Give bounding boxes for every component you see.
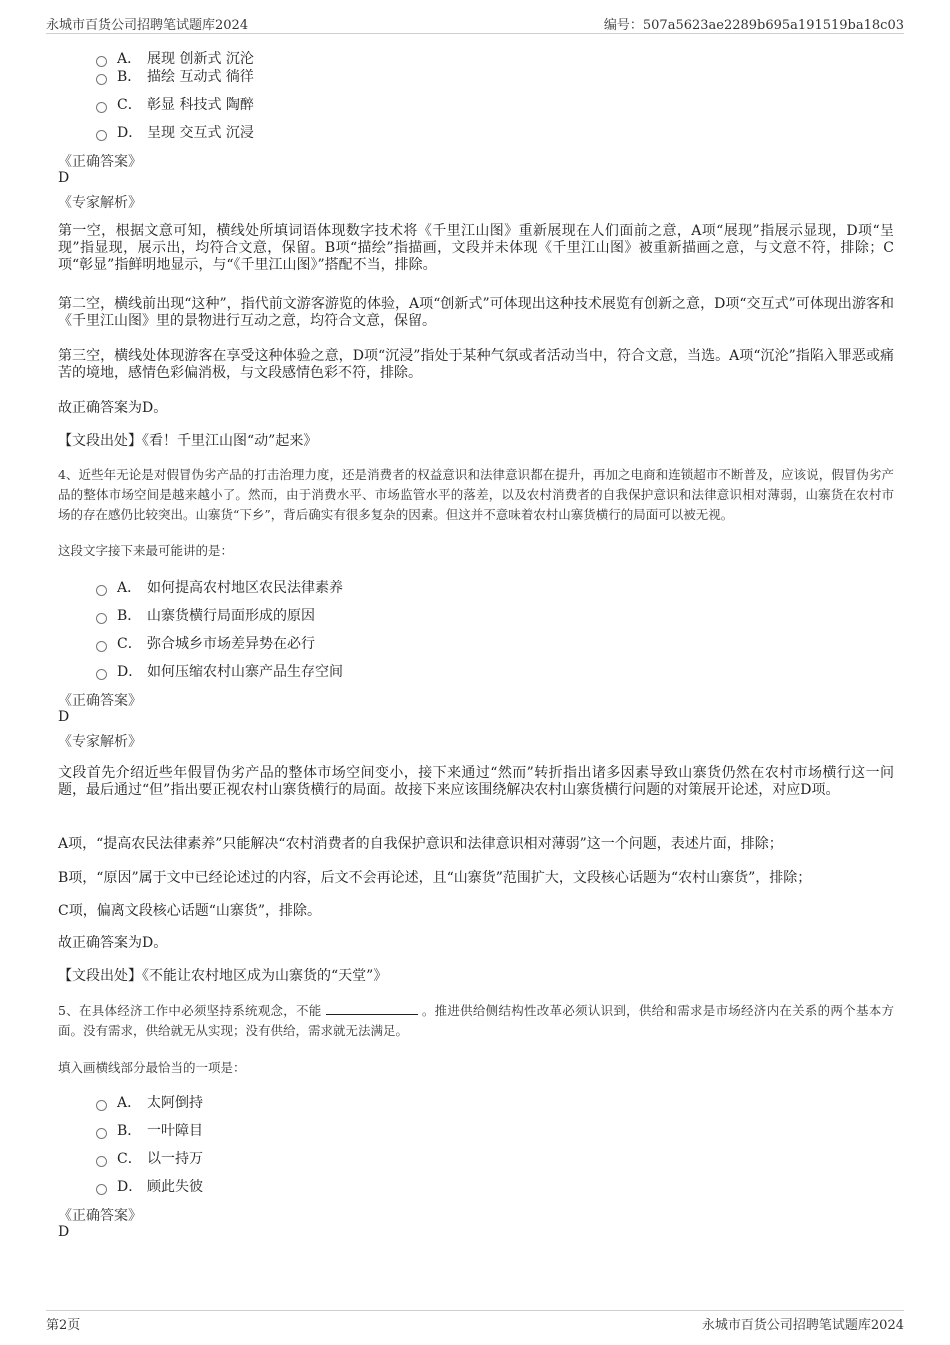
q5-option-d[interactable] xyxy=(96,1176,203,1196)
q3-option-c[interactable] xyxy=(96,94,254,114)
radio-icon[interactable] xyxy=(96,669,107,680)
answer-value: D xyxy=(58,709,70,725)
radio-icon[interactable] xyxy=(96,585,107,596)
footer-title: 永城市百货公司招聘笔试题库2024 xyxy=(701,1318,904,1333)
source-citation: 【文段出处】《看！千里江山图“动”起来》 xyxy=(58,433,318,449)
q5-option-c[interactable] xyxy=(96,1148,203,1168)
q4-option-c[interactable] xyxy=(96,633,315,653)
option-letter: B． xyxy=(117,1123,142,1139)
option-text: 展现 创新式 沉沦 xyxy=(147,51,254,67)
option-letter: B． xyxy=(117,69,142,85)
radio-icon[interactable] xyxy=(96,641,107,652)
option-text: 弥合城乡市场差异势在必行 xyxy=(147,636,315,652)
q4-option-b[interactable] xyxy=(96,605,315,625)
option-letter: D． xyxy=(117,125,143,141)
question-stem xyxy=(58,1001,894,1041)
radio-icon[interactable] xyxy=(96,74,107,85)
analysis-conclusion: 故正确答案为D。 xyxy=(58,400,168,416)
q3-option-d[interactable] xyxy=(96,122,254,142)
answer-label: 《正确答案》 xyxy=(58,693,142,709)
option-letter: D． xyxy=(117,1179,143,1195)
answer-label: 《正确答案》 xyxy=(58,1208,142,1224)
option-letter: D． xyxy=(117,664,143,680)
option-letter: C． xyxy=(117,636,142,652)
option-letter: A． xyxy=(117,51,142,67)
analysis-paragraph: C项，偏离文段核心话题“山寨货”，排除。 xyxy=(58,903,322,919)
radio-icon[interactable] xyxy=(96,130,107,141)
analysis-paragraph: 第一空，根据文意可知，横线处所填词语体现数字技术将《千里江山图》重新展现在人们面前之意，A项“展现”指展示显现，D项“呈现”指显现，展示出，均符合文意，保留。B项“描绘”指描画，文段并未体现《千里江山图》被重新描画之意，与文意不符，排除；C项“彰显”指鲜明地显示，与“《千里江山图》”搭配不当，排除。 xyxy=(58,223,894,273)
option-text: 一叶障目 xyxy=(147,1123,203,1139)
option-letter: B． xyxy=(117,608,142,624)
analysis-paragraph: 第三空，横线处体现游客在享受这种体验之意，D项“沉浸”指处于某种气氛或者活动当中，符合文意，当选。A项“沉沦”指陷入罪恶或痛苦的境地，感情色彩偏消极，与文段感情色彩不符，排除。 xyxy=(58,348,894,381)
option-text: 如何提高农村地区农民法律素养 xyxy=(147,580,343,596)
option-text: 呈现 交互式 沉浸 xyxy=(147,125,254,141)
option-letter: A． xyxy=(117,1095,142,1111)
q3-option-b[interactable] xyxy=(96,66,254,86)
q4-option-a[interactable] xyxy=(96,577,343,597)
analysis-label: 《专家解析》 xyxy=(58,195,142,211)
option-text: 彰显 科技式 陶醉 xyxy=(147,97,254,113)
header-title: 永城市百货公司招聘笔试题库2024 xyxy=(46,18,249,33)
option-text: 太阿倒持 xyxy=(147,1095,203,1111)
radio-icon[interactable] xyxy=(96,56,107,67)
answer-value: D xyxy=(58,170,70,186)
analysis-paragraph: A项，“提高农民法律素养”只能解决“农村消费者的自我保护意识和法律意识相对薄弱”这一个问题，表述片面，排除； xyxy=(58,836,783,852)
q5-option-b[interactable] xyxy=(96,1120,203,1140)
option-text: 以一持万 xyxy=(147,1151,203,1167)
radio-icon[interactable] xyxy=(96,1156,107,1167)
analysis-label: 《专家解析》 xyxy=(58,734,142,750)
page-number: 第2页 xyxy=(46,1318,81,1333)
option-text: 山寨货横行局面形成的原因 xyxy=(147,608,315,624)
document-code: 编号：507a5623ae2289b695a191519ba18c03 xyxy=(603,18,904,33)
footer-divider xyxy=(46,1310,904,1311)
analysis-paragraph: B项，“原因”属于文中已经论述过的内容，后文不会再论述，且“山寨货”范围扩大，文段核心话题为“农村山寨货”，排除； xyxy=(58,870,812,886)
stem-before-blank: 5、在具体经济工作中必须坚持系统观念，不能 xyxy=(58,1003,322,1018)
option-text: 如何压缩农村山寨产品生存空间 xyxy=(147,664,343,680)
radio-icon[interactable] xyxy=(96,1128,107,1139)
q4-option-d[interactable] xyxy=(96,661,343,681)
radio-icon[interactable] xyxy=(96,1100,107,1111)
radio-icon[interactable] xyxy=(96,1184,107,1195)
option-text: 顾此失彼 xyxy=(147,1179,203,1195)
question-stem: 4、近些年无论是对假冒伪劣产品的打击治理力度，还是消费者的权益意识和法律意识都在提升，再加之电商和连锁超市不断普及，应该说，假冒伪劣产品的整体市场空间是越来越小了。然而，由于消费水平、市场监管水平的落差，以及农村消费者的自我保护意识和法律意识相对薄弱，山寨货在农村市场的存在感仍比较突出。山寨货“下乡”，背后确实有很多复杂的因素。但这并不意味着农村山寨货横行的局面可以被无视。 xyxy=(58,467,894,522)
analysis-paragraph: 第二空，横线前出现“这种”，指代前文游客游览的体验，A项“创新式”可体现出这种技术展览有创新之意，D项“交互式”可体现出游客和《千里江山图》里的景物进行互动之意，均符合文意，保留。 xyxy=(58,296,894,329)
answer-label: 《正确答案》 xyxy=(58,154,142,170)
q3-option-a[interactable] xyxy=(96,48,254,68)
option-text: 描绘 互动式 徜徉 xyxy=(147,69,254,85)
source-citation: 【文段出处】《不能让农村地区成为山寨货的“天堂”》 xyxy=(58,968,388,984)
analysis-paragraph: 文段首先介绍近些年假冒伪劣产品的整体市场空间变小，接下来通过“然而”转折指出诸多因素导致山寨货仍然在农村市场横行这一问题，最后通过“但”指出要正视农村山寨货横行的局面。故接下来应该围绕解决农村山寨货横行问题的对策展开论述，对应D项。 xyxy=(58,765,894,798)
stem-after-blank: 。推进供给侧结构性改革必须认识到，供给和需求是市场经济内在关系的两个基本方面。没有需求，供给就无从实现；没有供给，需求就无法满足。 xyxy=(58,1003,894,1038)
radio-icon[interactable] xyxy=(96,613,107,624)
analysis-conclusion: 故正确答案为D。 xyxy=(58,935,168,951)
question-prompt: 填入画横线部分最恰当的一项是： xyxy=(58,1060,246,1075)
option-letter: A． xyxy=(117,580,142,596)
fill-blank xyxy=(326,1002,418,1015)
radio-icon[interactable] xyxy=(96,102,107,113)
option-letter: C． xyxy=(117,97,142,113)
q5-option-a[interactable] xyxy=(96,1092,203,1112)
answer-value: D xyxy=(58,1224,70,1240)
question-prompt: 这段文字接下来最可能讲的是： xyxy=(58,543,234,558)
option-letter: C． xyxy=(117,1151,142,1167)
header-divider xyxy=(46,33,904,34)
